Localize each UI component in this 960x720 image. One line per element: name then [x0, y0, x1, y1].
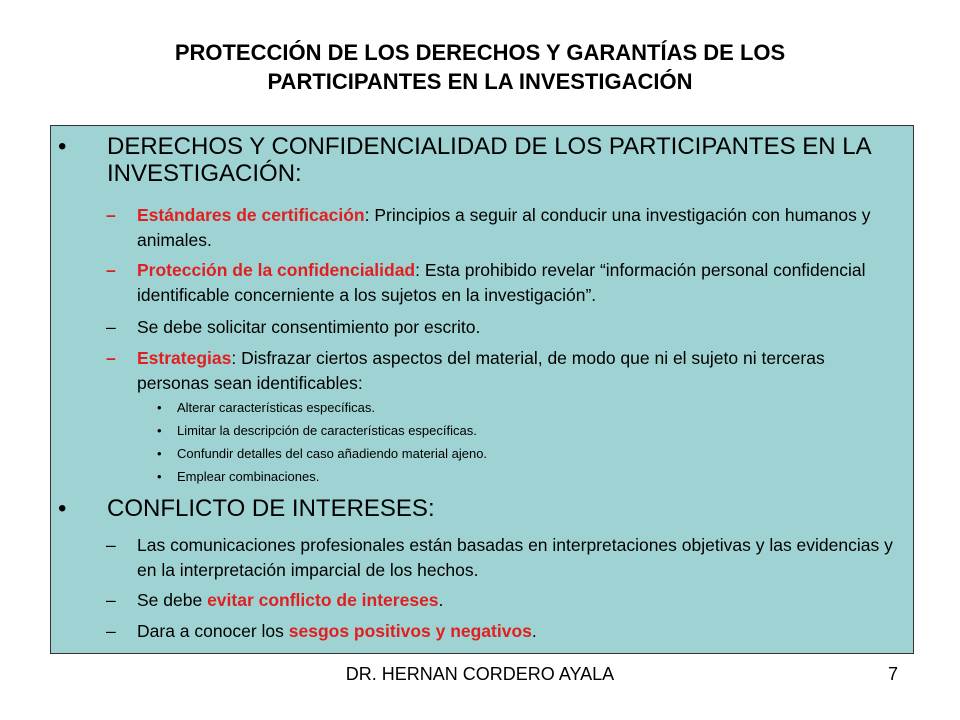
list-item-avoid-conflict: – Se debe evitar conflicto de intereses.	[137, 588, 899, 613]
slide-title	[90, 38, 870, 96]
dash-icon: –	[106, 535, 116, 555]
dash-icon: –	[106, 317, 116, 337]
small-bullet-icon: •	[157, 400, 162, 415]
section-heading-conflict: • CONFLICTO DE INTERESES:	[58, 495, 435, 522]
list-item-strategies: – Estrategias: Disfrazar ciertos aspectos del material, de modo que ni el sujeto ni terceras personas sean identificables:	[106, 348, 825, 393]
sub-item-4: • Emplear combinaciones.	[157, 469, 320, 484]
footer-author: DR. HERNAN CORDERO AYALA	[345, 664, 615, 684]
sub-item-1: • Alterar características específicas.	[157, 400, 375, 415]
list-item-biases: – Dara a conocer los sesgos positivos y negativos.	[137, 619, 899, 644]
dash-icon: –	[106, 260, 116, 280]
bullet-icon: •	[58, 133, 67, 160]
small-bullet-icon: •	[157, 446, 162, 461]
dash-icon: –	[106, 590, 116, 610]
dash-icon: –	[106, 621, 116, 641]
list-item-certification: – Estándares de certificación: Principios a seguir al conducir una investigación con humanos y animales.	[106, 205, 871, 250]
bullet-icon: •	[58, 495, 67, 522]
section-heading-rights: • DERECHOS Y CONFIDENCIALIDAD DE LOS PARTICIPANTES EN LA INVESTIGACIÓN:	[58, 133, 871, 187]
list-item-consent: – Se debe solicitar consentimiento por escrito.	[137, 315, 899, 340]
list-item-confidentiality: – Protección de la confidencialidad: Esta prohibido revelar “información personal confidencial identificable concerniente a los sujetos en la investigación”.	[106, 260, 866, 305]
list-item-communications: – Las comunicaciones profesionales están basadas en interpretaciones objetivas y las evidencias y en la interpretación imparcial de los hechos.	[106, 535, 893, 580]
sub-item-2: • Limitar la descripción de características específicas.	[157, 423, 477, 438]
title-line-2: PARTICIPANTES EN LA INVESTIGACIÓN	[267, 69, 693, 94]
dash-icon: –	[106, 348, 116, 368]
footer-page-number: 7	[887, 664, 898, 684]
small-bullet-icon: •	[157, 469, 162, 484]
dash-icon: –	[106, 205, 116, 225]
small-bullet-icon: •	[157, 423, 162, 438]
content-box	[50, 125, 914, 654]
sub-item-3: • Confundir detalles del caso añadiendo material ajeno.	[157, 446, 488, 461]
title-line-1: PROTECCIÓN DE LOS DERECHOS Y GARANTÍAS DE LOS	[174, 40, 786, 65]
